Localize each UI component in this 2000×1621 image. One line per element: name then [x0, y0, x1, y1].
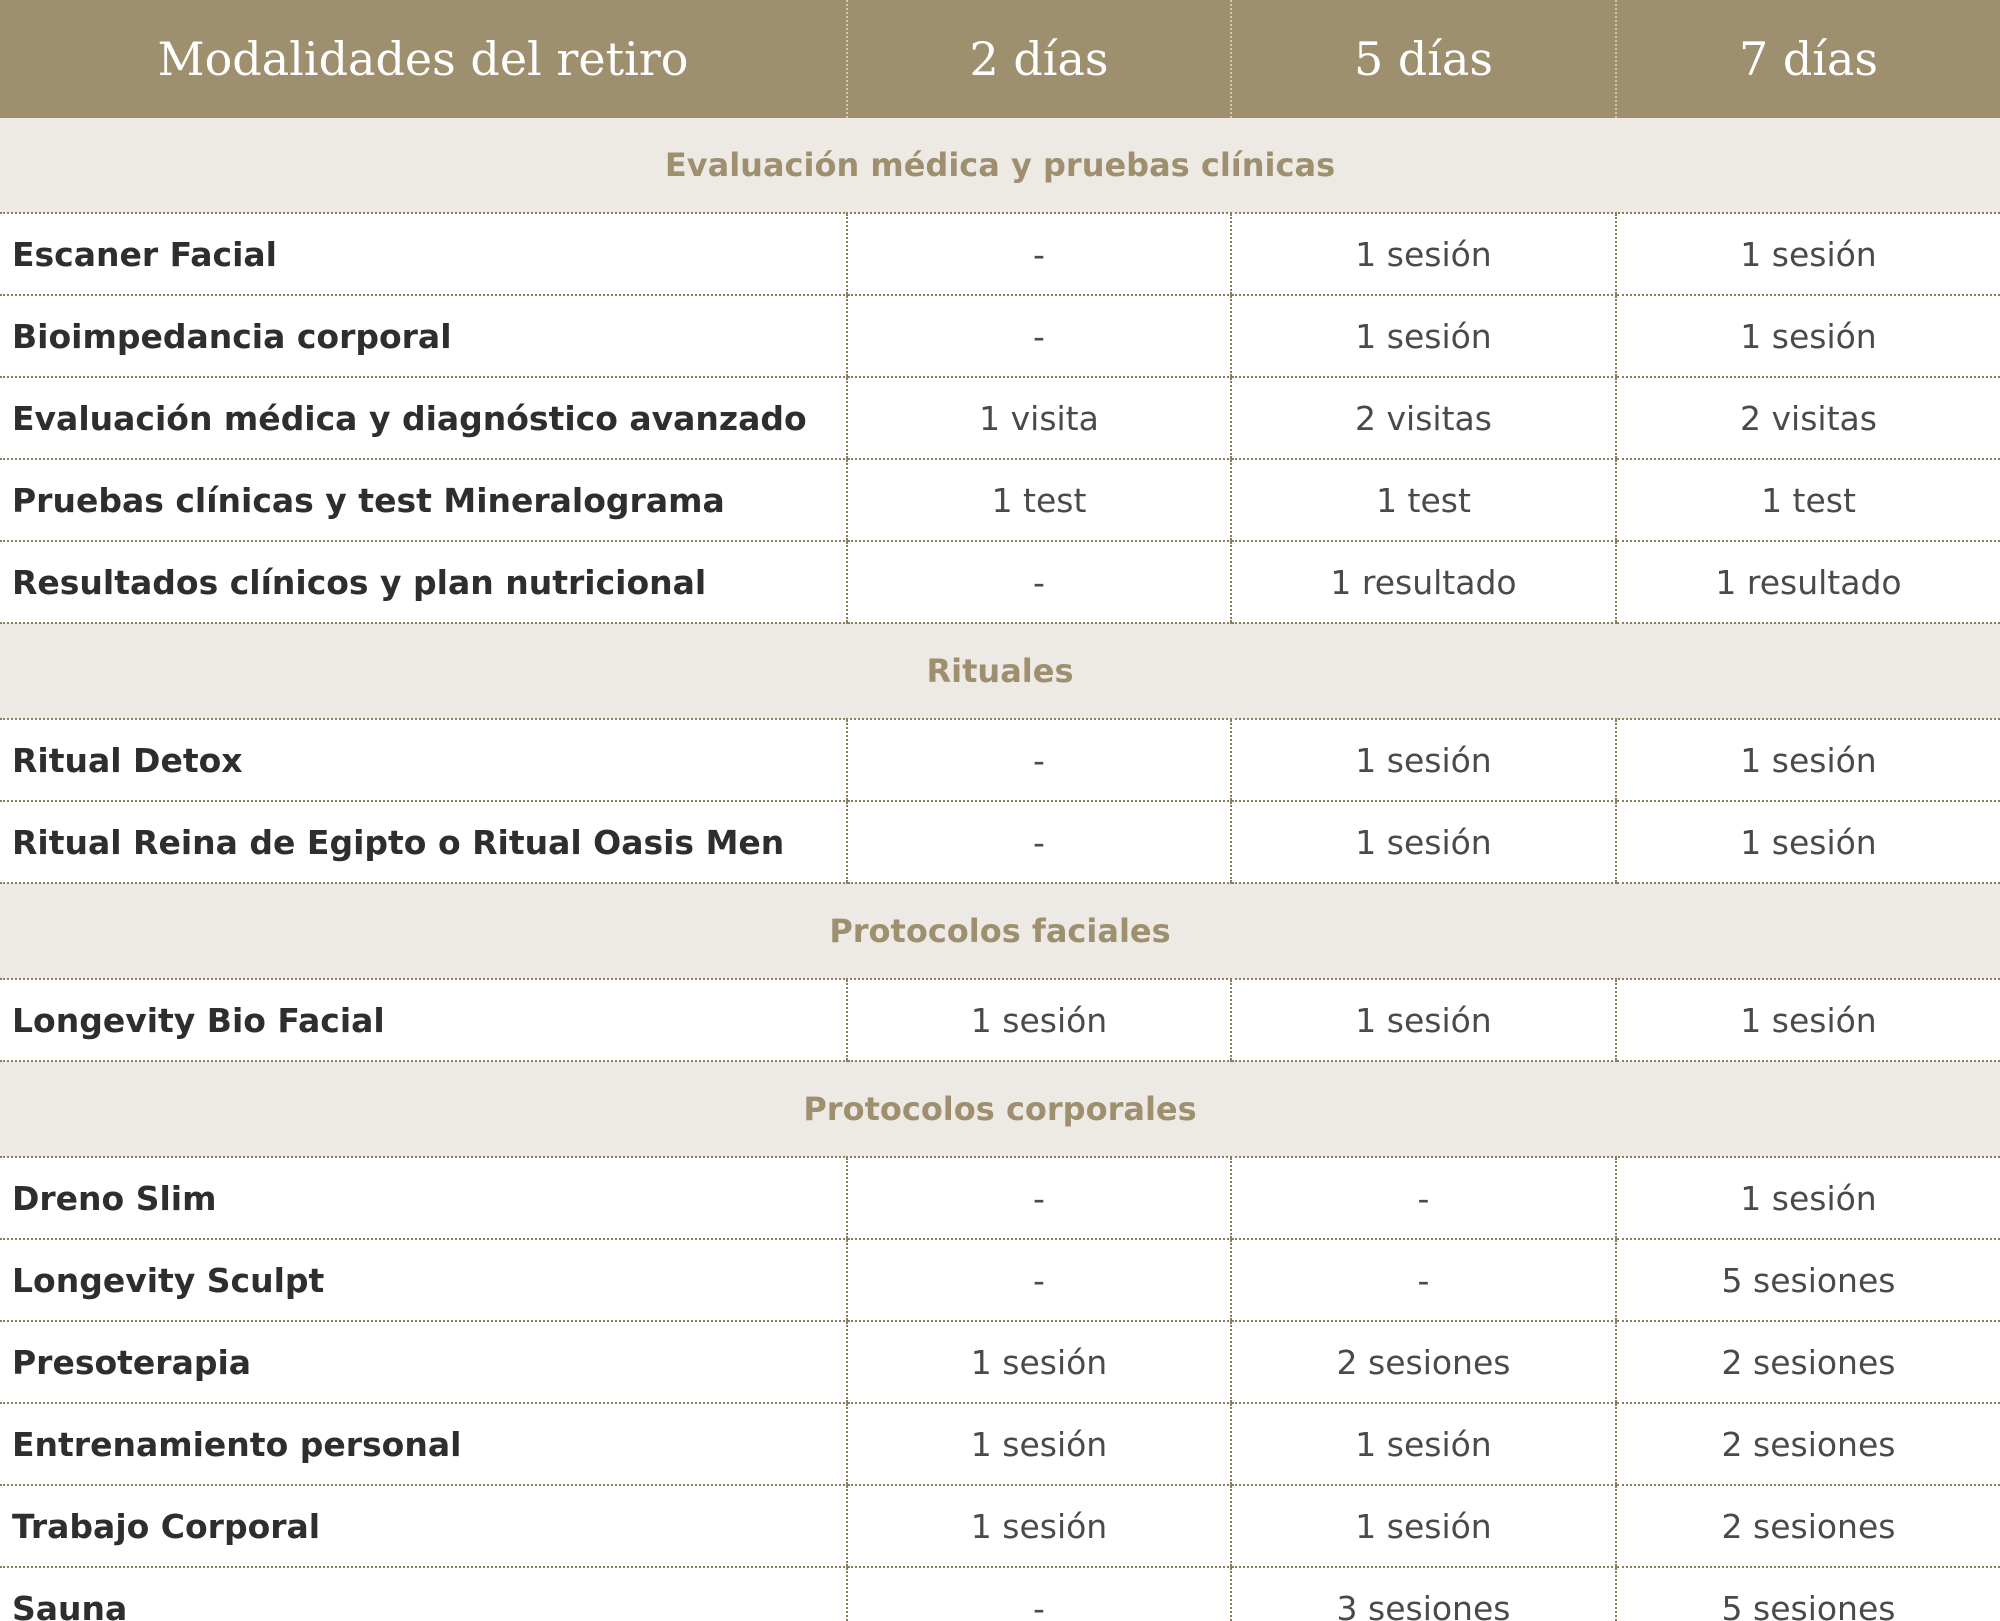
section-header-row	[0, 623, 2000, 719]
cell-2-days: 1 sesión	[847, 1321, 1231, 1403]
cell-5-days: -	[1231, 1157, 1616, 1239]
cell-2-days: -	[847, 801, 1231, 883]
cell-7-days: 2 sesiones	[1616, 1321, 2000, 1403]
section-header-row	[0, 118, 2000, 213]
row-label: Ritual Detox	[0, 719, 847, 801]
cell-2-days: 1 visita	[847, 377, 1231, 459]
row-label: Bioimpedancia corporal	[0, 295, 847, 377]
cell-7-days: 1 sesión	[1616, 213, 2000, 295]
cell-5-days: 1 sesión	[1231, 979, 1616, 1061]
cell-7-days: 5 sesiones	[1616, 1567, 2000, 1621]
table-row	[0, 1321, 2000, 1403]
table-row	[0, 719, 2000, 801]
table-body	[0, 118, 2000, 1621]
cell-5-days: 1 sesión	[1231, 295, 1616, 377]
cell-7-days: 1 sesión	[1616, 719, 2000, 801]
section-header-row	[0, 883, 2000, 979]
row-label: Longevity Sculpt	[0, 1239, 847, 1321]
cell-2-days: 1 test	[847, 459, 1231, 541]
cell-5-days: 1 sesión	[1231, 213, 1616, 295]
header-column-5-days: 5 días	[1231, 0, 1616, 118]
table-row	[0, 1485, 2000, 1567]
cell-7-days: 1 sesión	[1616, 979, 2000, 1061]
cell-7-days: 1 sesión	[1616, 801, 2000, 883]
table-row	[0, 1567, 2000, 1621]
cell-2-days: -	[847, 541, 1231, 623]
cell-5-days: 1 sesión	[1231, 1485, 1616, 1567]
cell-2-days: -	[847, 295, 1231, 377]
section-title: Protocolos corporales	[0, 1061, 2000, 1157]
cell-2-days: -	[847, 1567, 1231, 1621]
cell-5-days: 1 sesión	[1231, 719, 1616, 801]
cell-5-days: 1 test	[1231, 459, 1616, 541]
table-row	[0, 1403, 2000, 1485]
cell-7-days: 1 test	[1616, 459, 2000, 541]
cell-5-days: 2 sesiones	[1231, 1321, 1616, 1403]
row-label: Longevity Bio Facial	[0, 979, 847, 1061]
cell-7-days: 2 sesiones	[1616, 1403, 2000, 1485]
table-row	[0, 213, 2000, 295]
table-row	[0, 801, 2000, 883]
row-label: Entrenamiento personal	[0, 1403, 847, 1485]
row-label: Sauna	[0, 1567, 847, 1621]
cell-7-days: 1 resultado	[1616, 541, 2000, 623]
cell-7-days: 2 sesiones	[1616, 1485, 2000, 1567]
row-label: Dreno Slim	[0, 1157, 847, 1239]
cell-7-days: 2 visitas	[1616, 377, 2000, 459]
table-row	[0, 459, 2000, 541]
row-label: Presoterapia	[0, 1321, 847, 1403]
cell-7-days: 1 sesión	[1616, 295, 2000, 377]
section-header-row	[0, 1061, 2000, 1157]
cell-5-days: -	[1231, 1239, 1616, 1321]
cell-7-days: 1 sesión	[1616, 1157, 2000, 1239]
cell-2-days: -	[847, 1157, 1231, 1239]
table-row	[0, 541, 2000, 623]
cell-5-days: 1 sesión	[1231, 801, 1616, 883]
table-row	[0, 1239, 2000, 1321]
cell-5-days: 3 sesiones	[1231, 1567, 1616, 1621]
table-header	[0, 0, 2000, 118]
section-title: Evaluación médica y pruebas clínicas	[0, 118, 2000, 213]
cell-7-days: 5 sesiones	[1616, 1239, 2000, 1321]
cell-2-days: -	[847, 213, 1231, 295]
header-column-2-days: 2 días	[847, 0, 1231, 118]
row-label: Escaner Facial	[0, 213, 847, 295]
row-label: Trabajo Corporal	[0, 1485, 847, 1567]
cell-5-days: 2 visitas	[1231, 377, 1616, 459]
section-title: Protocolos faciales	[0, 883, 2000, 979]
table-row	[0, 979, 2000, 1061]
row-label: Ritual Reina de Egipto o Ritual Oasis Men	[0, 801, 847, 883]
row-label: Pruebas clínicas y test Mineralograma	[0, 459, 847, 541]
table-row	[0, 1157, 2000, 1239]
table-row	[0, 377, 2000, 459]
row-label: Evaluación médica y diagnóstico avanzado	[0, 377, 847, 459]
row-label: Resultados clínicos y plan nutricional	[0, 541, 847, 623]
cell-2-days: -	[847, 1239, 1231, 1321]
table-row	[0, 295, 2000, 377]
header-column-7-days: 7 días	[1616, 0, 2000, 118]
cell-2-days: 1 sesión	[847, 1485, 1231, 1567]
cell-5-days: 1 resultado	[1231, 541, 1616, 623]
header-row	[0, 0, 2000, 118]
cell-2-days: 1 sesión	[847, 979, 1231, 1061]
cell-2-days: -	[847, 719, 1231, 801]
header-title: Modalidades del retiro	[0, 0, 847, 118]
section-title: Rituales	[0, 623, 2000, 719]
cell-5-days: 1 sesión	[1231, 1403, 1616, 1485]
cell-2-days: 1 sesión	[847, 1403, 1231, 1485]
